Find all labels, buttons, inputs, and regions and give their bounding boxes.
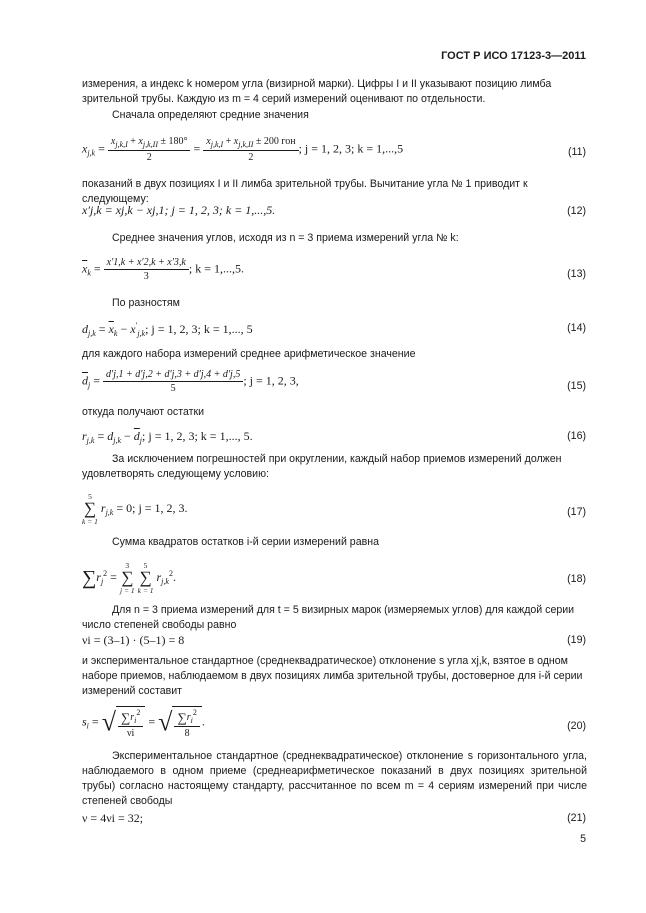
paragraph-8: За исключением погрешностей при округлении, каждый набор приемов измерений должен удовлетворять следующему условию:	[82, 453, 562, 480]
equation-number-15: (15)	[567, 380, 586, 392]
equation-13: $\overline{x}_k$ = $\frac{x'1,k + x'2,k + x'3,k}{3}$ ; k = 1,...,5.	[82, 257, 244, 282]
paragraph-2: Сначала определяют средние значения	[112, 109, 309, 121]
equation-19: νi = (3–1) · (5–1) = 8	[82, 633, 185, 647]
equation-12: x′j,k = xj,k − xj,1; j = 1, 2, 3; k = 1,...,5.	[82, 203, 276, 217]
paragraph-7: откуда получают остатки	[82, 406, 205, 418]
page-number: 5	[580, 833, 586, 845]
paragraph-6: для каждого набора измерений среднее арифметическое значение	[82, 348, 416, 360]
paragraph-4: Среднее значения углов, исходя из n = 3 приема измерений угла № k:	[112, 232, 459, 244]
equation-number-19: (19)	[567, 634, 586, 646]
equation-number-13: (13)	[567, 268, 586, 280]
paragraph-1: измерения, а индекс k номером угла (визирной марки). Цифры I и II указывают позицию лимба зрительной трубы. Каждую из m = 4 серий измерений оценивают по отдельности.	[82, 78, 552, 105]
equation-14: $d_{j,k} = \overline{x}_k - x'_{j,k}$; j = 1, 2, 3; k = 1,..., 5	[82, 321, 253, 338]
paragraph-5: По разностям	[112, 297, 180, 309]
equation-number-11: (11)	[567, 146, 586, 158]
equation-number-14: (14)	[567, 322, 586, 334]
paragraph-11: и экспериментальное стандартное (среднеквадратическое) отклонение s угла xj,k, взятое в одном наборе приемов, наблюдаемом в двух позициях лимба зрительной трубы, достоверное для i-й серии измерений составит	[82, 655, 583, 697]
equation-17: 5 ∑ k = 1 $r_{j,k} = 0$; j = 1, 2, 3.	[82, 492, 188, 526]
equation-number-21: (21)	[567, 812, 586, 824]
equation-number-16: (16)	[567, 430, 586, 442]
equation-number-20: (20)	[567, 720, 586, 732]
document-header: ГОСТ Р ИСО 17123-3—2011	[441, 50, 586, 62]
paragraph-3: показаний в двух позициях I и II лимба зрительной трубы. Вычитание угла № 1 приводит к следующему:	[82, 178, 528, 205]
equation-16: $r_{j,k} = d_{j,k} - \overline{d}_j$; j = 1, 2, 3; k = 1,..., 5.	[82, 429, 253, 445]
equation-20: $s_i$ = √ $\frac{\sum r_i^2}{\nu i}$ = √ $\frac{\sum r_i^2}{8}$ .	[82, 707, 205, 739]
equation-18: $\sum r_j^2$ = 3 ∑ j = 1 5 ∑ k = 1 $r_{j,k}^2$.	[82, 561, 176, 595]
equation-15: $\overline{d}_j$ = $\frac{d'j,1 + d'j,2 + d'j,3 + d'j,4 + d'j,5}{5}$ ; j = 1, 2, 3,	[82, 369, 299, 394]
equation-21: ν = 4νi = 32;	[82, 811, 144, 825]
paragraph-12: Экспериментальное стандартное (среднеквадратическое) отклонение s горизонтального угла, наблюдаемого в одном приеме (среднеарифметическое показаний в двух позициях зрительной трубы) согласно настоящему стандарту, рассчитанное по всем m = 4 сериям измерений при числе степеней свободы	[82, 750, 587, 807]
equation-number-18: (18)	[567, 573, 586, 585]
equation-11: $x_{j,k}$ = $\frac{x_{j,k,I} + x_{j,k,II} \pm 180^\circ}{2}$ = $\frac{x_{j,k,I} + x_{j,k,II} \pm 200 гон}{2}$ ; j = 1, 2, 3; k = 1,...,5	[82, 136, 404, 163]
equation-number-17: (17)	[567, 506, 586, 518]
paragraph-10: Для n = 3 приема измерений для t = 5 визирных марок (измеряемых углов) для каждой серии число степеней свободы равно	[82, 604, 575, 631]
equation-number-12: (12)	[567, 205, 586, 217]
paragraph-9: Сумма квадратов остатков i-й серии измерений равна	[112, 536, 379, 548]
